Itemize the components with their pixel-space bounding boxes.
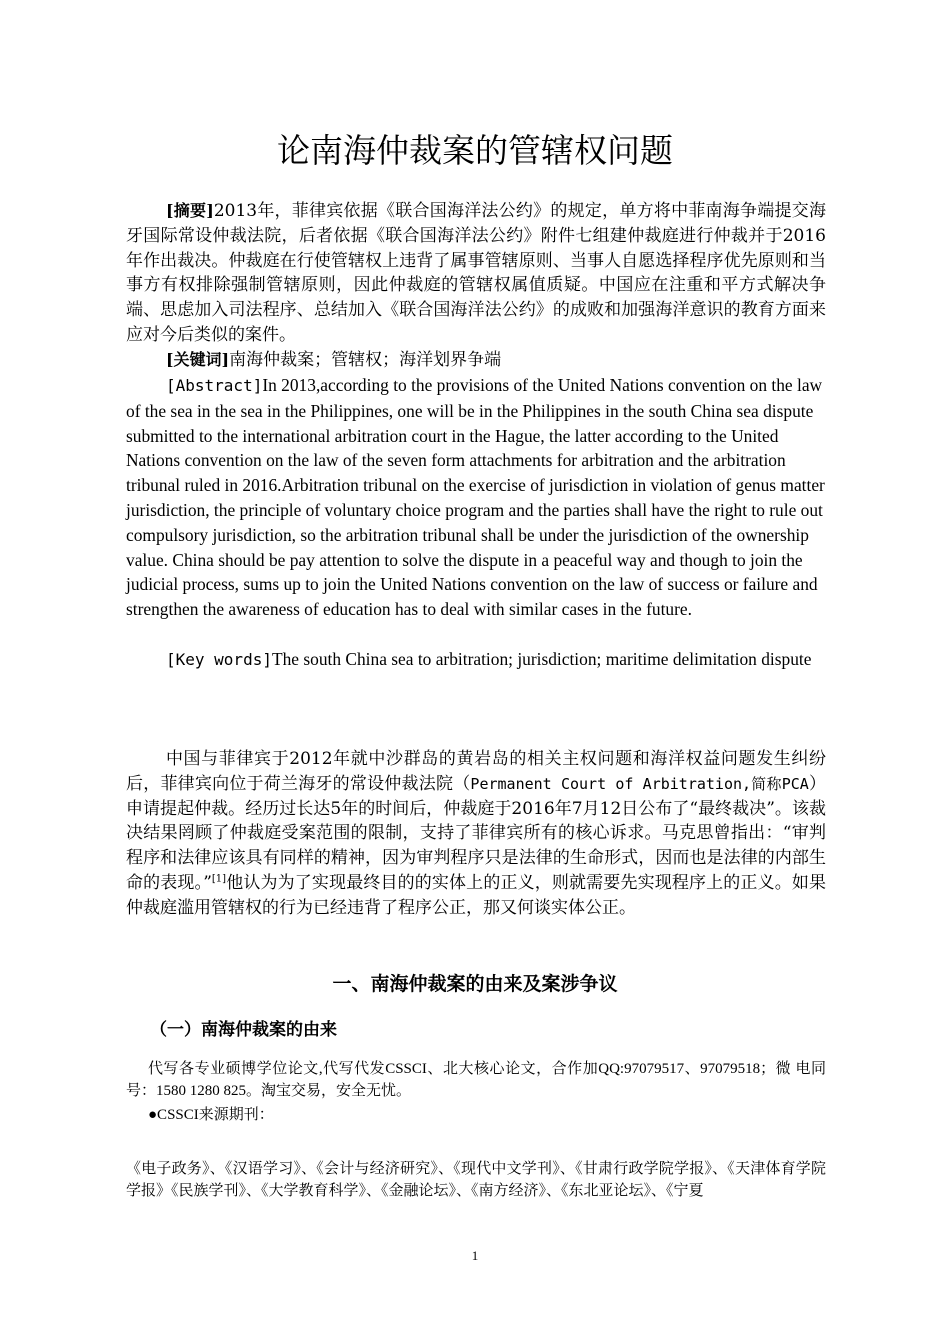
abstract-en xyxy=(126,373,826,622)
keywords-cn-tag: [关键词] xyxy=(165,350,230,369)
section-heading: 一、南海仲裁案的由来及案涉争议 xyxy=(332,973,618,995)
intro-text-1: 中国与菲律宾于2012年就中沙群岛的黄岩岛的相关主权问题和海洋权益问题发生纠纷后，菲律宾向位于荷兰海牙的常设仲裁法院（ xyxy=(126,749,826,794)
keywords-cn-text: 南海仲裁案；管辖权；海洋划界争端 xyxy=(229,350,502,370)
keywords-en-tag: [Key words] xyxy=(166,650,272,669)
abstract-cn-tag: [摘要] xyxy=(165,201,214,220)
intro-paragraph xyxy=(126,747,826,921)
page-number: 1 xyxy=(471,1248,479,1263)
cssci-label: ●CSSCI来源期刊： xyxy=(148,1107,274,1123)
keywords-en xyxy=(126,647,826,673)
intro-text-3: 他认为为了实现最终目的的实体上的正义，则就需要先实现程序上的正义。如果仲裁庭滥用管辖权的行为已经违背了程序公正，那又何谈实体公正。 xyxy=(126,872,826,918)
intro-text-2: ）申请提起仲裁。经历过长达5年的时间后，仲裁庭于2016年7月12日公布了“最终裁决”。该裁决结果罔顾了仲裁庭受案范围的限制，支持了菲律宾所有的核心诉求。马克思曾指出：“审判程序和法律应该具有同样的精神，因为审判程序只是法律的生命形式，因而也是法律的内部生命的表现。” xyxy=(126,773,827,893)
ad-text: 代写各专业硕博学位论文,代写代发CSSCI、北大核心论文，合作加QQ:97079517、97079518；微 电同号：1580 1280 825。淘宝交易，安全无忧。 xyxy=(126,1061,826,1099)
abstract-en-tag: [Abstract] xyxy=(166,376,263,395)
abstract-cn-text: 2013年，菲律宾依据《联合国海洋法公约》的规定，单方将中菲南海争端提交海牙国际常设仲裁法院，后者依据《联合国海洋法公约》附件七组建仲裁庭进行仲裁并于2016年作出裁决。仲裁庭在行使管辖权上违背了属事管辖原则、当事人自愿选择程序优先原则和当事方有权排除强制管辖原则，因此仲裁庭的管辖权属值质疑。中国应在注重和平方式解决争端、思虑加入司法程序、总结加入《联合国海洋法公约》的成败和加强海洋意识的教育方面来应对今后类似的案件。 xyxy=(126,201,826,345)
subsection-heading: （一）南海仲裁案的由来 xyxy=(150,1020,337,1040)
footnote-ref: [1] xyxy=(211,873,227,885)
abstract-cn xyxy=(126,199,826,348)
intro-pca-name: Permanent Court of Arbitration,简称PCA xyxy=(470,774,809,793)
page-title: 论南海仲裁案的管辖权问题 xyxy=(277,131,673,170)
keywords-en-text: The south China sea to arbitration; jurisdiction; maritime delimitation dispute xyxy=(271,649,812,669)
keywords-cn xyxy=(126,348,826,373)
journals-list: 《电子政务》、《汉语学习》、《会计与经济研究》、《现代中文学刊》、《甘肃行政学院学报》、《天津体育学院学报》《民族学刊》、《大学教育科学》、《金融论坛》、《南方经济》、《东北亚论坛》、《宁夏 xyxy=(126,1161,826,1199)
abstract-en-text: In 2013,according to the provisions of the United Nations convention on the law of the sea in the sea in the Philippines, one will be in the Philippines in the south China sea dispute submitted to the international arbitration court in the Hague, the latter according to the United Nations convention on the law of the seven form attachments for arbitration and the arbitration tribunal ruled in 2016.Arbitration tribunal on the exercise of jurisdiction in violation of genus matter jurisdiction, the principle of voluntary choice program and the parties shall have the right to rule out compulsory jurisdiction, so the arbitration tribunal shall be under the jurisdiction of the ownership value. China should be pay attention to solve the dispute in a peaceful way and though to join the judicial process, sums up to join the United Nations convention on the law of success or failure and strengthen the awareness of education has to deal with similar cases in the future. xyxy=(126,375,825,620)
